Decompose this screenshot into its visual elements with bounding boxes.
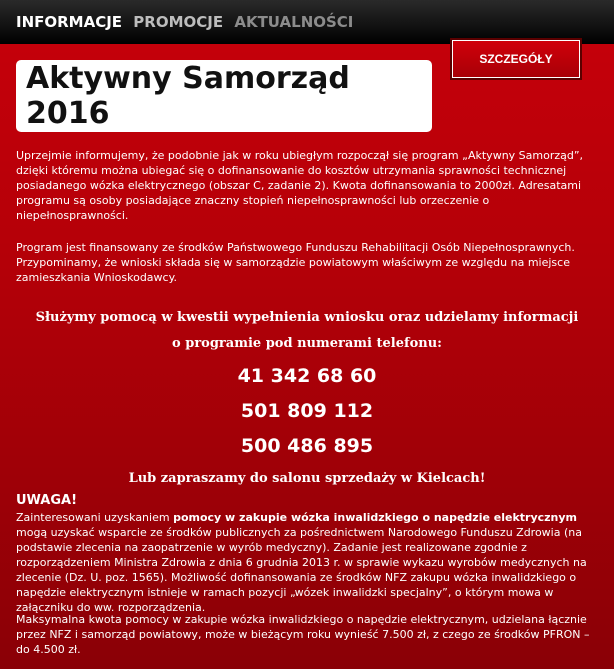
nfz-paragraph bbox=[16, 510, 604, 615]
nfz-paragraph-highlight: pomocy w zakupie wózka inwalidzkiego o napędzie elektrycznym bbox=[173, 511, 578, 524]
details-button[interactable]: SZCZEGÓŁY bbox=[452, 40, 580, 78]
help-line-2: o programie pod numerami telefonu: bbox=[172, 336, 442, 351]
top-navigation-bar bbox=[0, 0, 614, 44]
tab-informacje[interactable]: INFORMACJE bbox=[16, 13, 123, 31]
intro-paragraph: Uprzejmie informujemy, że podobnie jak w roku ubiegłym rozpoczął się program „Aktywny Samorząd”, dzięki któremu można ubiegać się o dofinansowanie do kosztów utrzymania sprawności technicznej posiadanego wózka elektrycznego (obszar C, zadanie 2). Kwota dofinansowania to 2000zł. Adresatami programu są osoby posiadające znaczny stopień niepełnosprawności lub orzeczenie o niepełnosprawności. bbox=[16, 149, 584, 222]
page-title: Aktywny Samorząd 2016 bbox=[26, 61, 350, 131]
salon-invitation: Lub zapraszamy do salonu sprzedaży w Kielcach! bbox=[128, 471, 486, 486]
phone-number-2[interactable]: 501 809 112 bbox=[240, 400, 374, 422]
tab-list bbox=[16, 13, 359, 31]
title-box bbox=[16, 60, 432, 132]
nfz-paragraph-rest: mogą uzyskać wsparcie ze środków publicznych za pośrednictwem Narodowego Funduszu Zdrowia (na podstawie zlecenia na zaopatrzenie w wyrób medyczny). Zadanie jest realizowane zgodnie z rozporządzeniem Ministra Zdrowia z dnia 6 grudnia 2013 r. w sprawie wykazu wyrobów medycznych na zlecenie (Dz. U. poz. 1565). Możliwość dofinansowania ze środków NFZ zakupu wózka inwalidzkiego o napędzie elektrycznym istnieje w ramach pozycji „wózek inwalidzki specjalny”, o którym mowa w załączniku do ww. rozporządzenia. bbox=[16, 526, 587, 614]
help-line-1: Służymy pomocą w kwestii wypełnienia wniosku oraz udzielamy informacji bbox=[35, 310, 579, 325]
max-amount-paragraph: Maksymalna kwota pomocy w zakupie wózka inwalidzkiego o napędzie elektrycznym, udzielana łącznie przez NFZ i samorząd powiatowy, może w bieżącym roku wynieść 7.500 zł, z czego ze środków PFRON – do 4.500 zł. bbox=[16, 613, 590, 656]
tab-aktualnosci[interactable]: AKTUALNOŚCI bbox=[234, 13, 354, 31]
warning-heading: UWAGA! bbox=[16, 493, 78, 508]
phone-number-1[interactable]: 41 342 68 60 bbox=[237, 365, 377, 387]
nfz-paragraph-start: Zainteresowani uzyskaniem bbox=[16, 511, 174, 524]
phone-number-3[interactable]: 500 486 895 bbox=[240, 435, 374, 457]
tab-promocje[interactable]: PROMOCJE bbox=[133, 13, 224, 31]
funding-paragraph: Program jest finansowany ze środków Państwowego Funduszu Rehabilitacji Osób Niepełnosprawnych. Przypominamy, że wnioski składa się w samorządzie powiatowym właściwym ze względu na miejsce zamieszkania Wnioskodawcy. bbox=[16, 241, 575, 284]
